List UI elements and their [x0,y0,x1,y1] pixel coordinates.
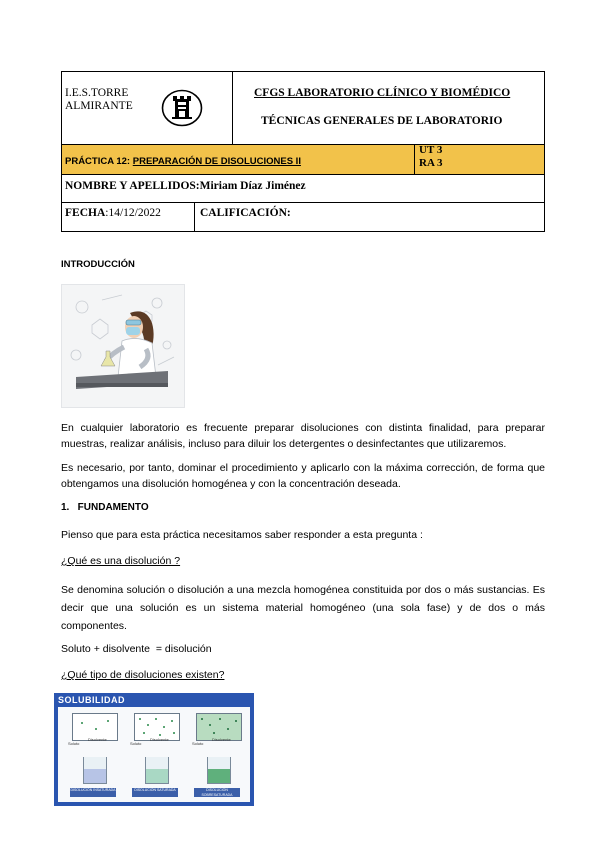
divider [194,202,195,232]
fundamento-paragraph: Pienso que para esta práctica necesitamos saber responder a esta pregunta : [61,529,423,541]
date-label: FECHA [65,207,106,219]
fundamento-heading: 1. FUNDAMENTO [61,502,149,513]
date-value: :14/12/2022 [105,207,161,219]
date-field [65,207,161,219]
answer-1: Se denomina solución o disolución a una mezcla homogénea constituida por dos o más sustancias. Es decir que una solución es un sistema material homogéneo (una sola fase) y de dos o más componentes. [61,584,545,632]
divider [414,144,415,174]
school-name: I.E.S.TORRE ALMIRANTE [65,87,133,112]
formula: Soluto + disolvente = disolución [61,643,212,655]
header-table [61,71,545,232]
intro-heading: INTRODUCCIÓN [61,259,135,270]
divider [232,72,233,144]
practice-name: PREPARACIÓN DE DISOLUCIONES II [132,156,301,167]
intro-paragraph-1: En cualquier laboratorio es frecuente preparar disoluciones con distinta finalidad, para preparar muestras, realizar análisis, incluso para diluir los detergentes o desinfectantes que utilizaremos. [61,422,545,450]
caption-insaturada: DISOLUCIÓN INSATURADA [70,788,116,797]
solubility-figure [54,693,254,806]
intro-paragraph-2: Es necesario, por tanto, dominar el procedimiento y aplicarlo con la máxima corrección, de forma que obtengamos una disolución homogénea y con la concentración deseada. [61,462,545,490]
solute-label: Soluto [68,741,80,746]
beaker-saturada [145,757,169,784]
solvent-label: Disolvente [150,737,169,742]
divider [62,144,544,145]
solute-label: Soluto [130,741,142,746]
solute-label: Soluto [192,741,204,746]
solvent-label: Disolvente [88,737,107,742]
subject-title: TÉCNICAS GENERALES DE LABORATORIO [261,115,503,127]
school-logo [161,89,203,127]
practice-title [65,156,301,167]
lab-illustration [61,284,185,408]
name-value: Miriam Díaz Jiménez [199,180,306,192]
course-title: CFGS LABORATORIO CLÍNICO Y BIOMÉDICO [254,87,511,99]
ra-label: RA 3 [419,157,443,169]
grade-label: CALIFICACIÓN: [200,207,291,219]
ut-label: UT 3 [419,144,443,156]
question-1: ¿Qué es una disolución ? [61,555,181,567]
practice-label: PRÁCTICA 12: [65,156,133,167]
beaker-insaturada [83,757,107,784]
figure-title: SOLUBILIDAD [58,695,125,705]
unit-info [419,144,443,170]
caption-sobresaturada: DISOLUCIÓN SOBRESATURADA [194,788,240,797]
divider [62,174,544,175]
figure-panel [58,707,250,802]
caption-saturada: DISOLUCIÓN SATURADA [132,788,178,797]
student-name [65,180,306,192]
name-label: NOMBRE Y APELLIDOS: [65,180,200,192]
question-2: ¿Qué tipo de disoluciones existen? [61,669,225,681]
beaker-sobresaturada [207,757,231,784]
divider [62,202,544,203]
solvent-label: Disolvente [212,737,231,742]
